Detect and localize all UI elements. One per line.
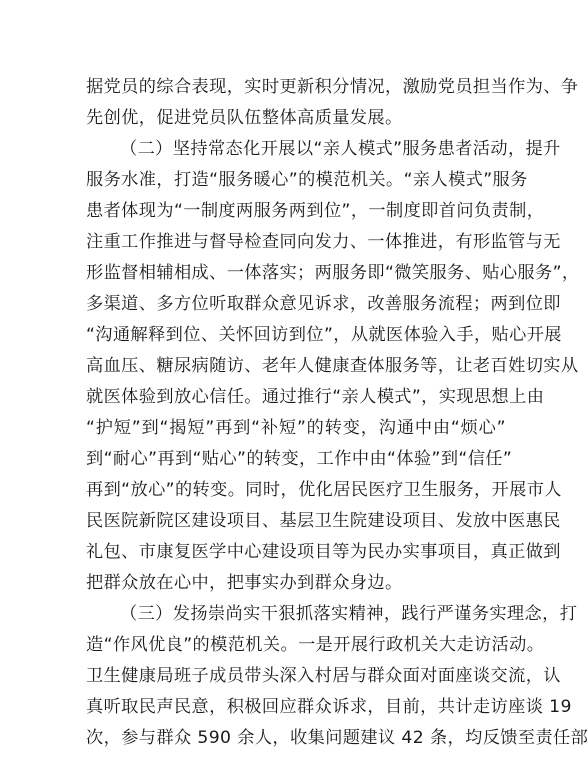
text-line: 卫生健康局班子成员带头深入村居与群众面对面座谈交流，认 [86,666,561,686]
text-line: 注重工作推进与督导检查同向发力、一体推进，有形监管与无 [86,232,561,252]
text-line: 患者体现为“一制度两服务两到位”，一制度即首问负责制， [86,201,545,221]
text-line: 就医体验到放心信任。通过推行“亲人模式”，实现思想上由 [86,387,545,407]
text-line: 真听取民声民意，积极回应群众诉求，目前，共计走访座谈 19 [86,697,572,717]
paragraph-heading-line: （二）坚持常态化开展以“亲人模式”服务患者活动，提升 [120,139,561,159]
text-line: 形监督相辅相成、一体落实；两服务即“微笑服务、贴心服务”， [86,263,580,283]
paragraph-heading-line: （三）发扬崇尚实干狠抓落实精神，践行严谨务实理念，打 [120,604,578,624]
text-line: 再到“放心”的转变。同时，优化居民医疗卫生服务，开展市人 [86,480,562,500]
text-line: “护短”到“揭短”再到“补短”的转变，沟通中由“烦心” [86,418,506,438]
text-line: “沟通解释到位、关怀回访到位”，从就医体验入手，贴心开展 [86,325,562,345]
text-line: 礼包、市康复医学中心建设项目等为民办实事项目，真正做到 [86,542,561,562]
text-line: 据党员的综合表现，实时更新积分情况，激励党员担当作为、争 [86,77,579,97]
text-line: 多渠道、多方位听取群众意见诉求，改善服务流程；两到位即 [86,294,561,314]
text-line: 造“作风优良”的模范机关。一是开展行政机关大走访活动。 [86,635,545,655]
text-line: 服务水准，打造“服务暖心”的模范机关。“亲人模式”服务 [86,170,528,190]
text-line: 次，参与群众 590 余人，收集问题建议 42 条，均反馈至责任部 [86,728,588,748]
text-line: 高血压、糖尿病随访、老年人健康查体服务等，让老百姓切实从 [86,356,579,376]
text-line: 把群众放在心中，把事实办到群众身边。 [86,573,403,593]
text-line: 先创优，促进党员队伍整体高质量发展。 [86,108,403,128]
text-line: 到“耐心”再到“贴心”的转变，工作中由“体验”到“信任” [86,449,513,469]
text-line: 民医院新院区建设项目、基层卫生院建设项目、发放中医惠民 [86,511,561,531]
